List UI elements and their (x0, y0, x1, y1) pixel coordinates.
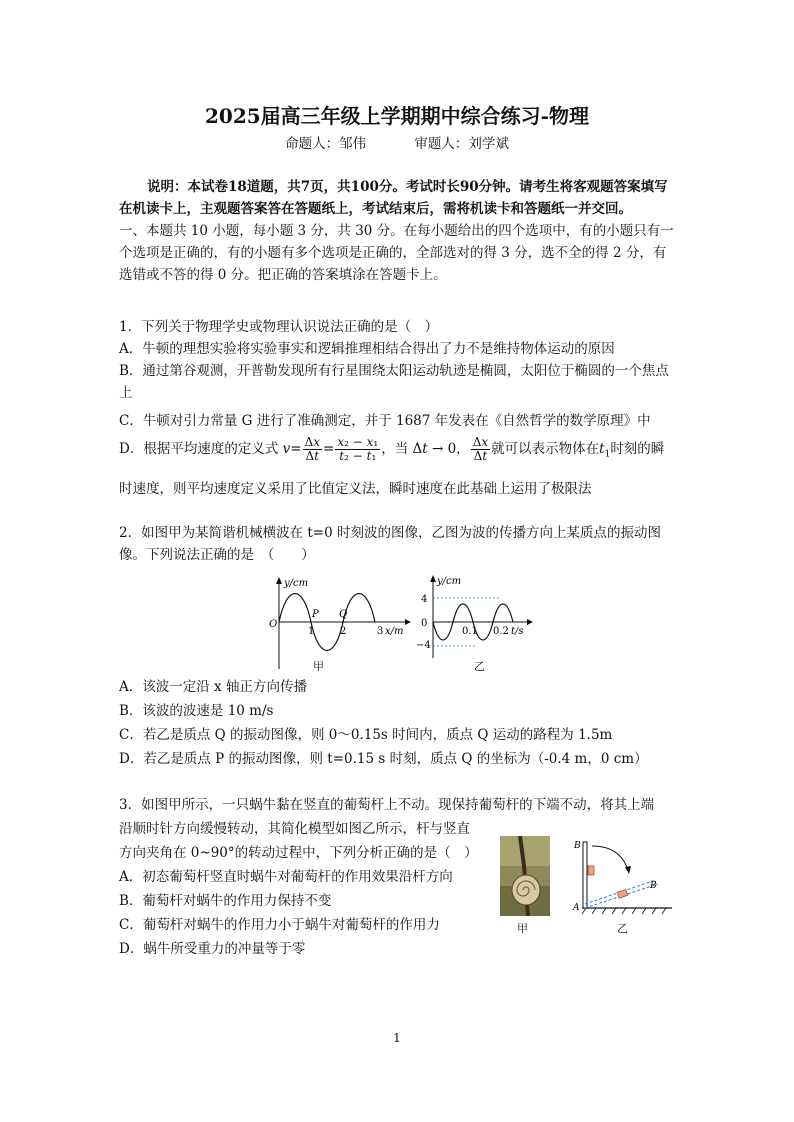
question-2-option-d: D．若乙是质点 P 的振动图像，则 t=0.15 s 时刻，质点 Q 的坐标为（-0.4 m，0 cm） (119, 751, 648, 767)
rod-label-a: A (573, 903, 580, 913)
setter-text: 命题人：邹伟 (285, 136, 367, 152)
limit-formula: Δt → 0， $\frac{\Delta x}{\Delta t}$ (412, 435, 489, 463)
snail-photo (500, 836, 550, 916)
question-3-option-d: D．蜗牛所受重力的冲量等于零 (119, 941, 306, 957)
rod-label-b-top: B (574, 841, 581, 851)
vibration-y-axis-label: y/cm (437, 576, 462, 587)
section-one-instructions: 一、本题共 10 小题，每小题 3 分，共 30 分。在每小题给出的四个选项中，有的小题只有一个选项是正确的，有的小题有多个选项是正确的，全部选对的得 3 分，选不全的得 2 分，有选错或不答的得 0 分。把正确的答案填涂在答题卡上。 (119, 223, 674, 283)
wave-tick-3: 3 (377, 626, 384, 637)
question-2-option-c: C．若乙是质点 Q 的振动图像，则 0～0.15s 时间内，质点 Q 运动的路程为 1.5m (119, 727, 613, 743)
question-1-stem: 1．下列关于物理学史或物理认识说法正确的是（ ） (119, 319, 439, 335)
page-title: 2025届高三年级上学期期中综合练习-物理 (205, 104, 589, 128)
vibration-graph-figure (415, 572, 535, 662)
option-d-post: 就可以表示物体在 (491, 441, 600, 457)
question-3-stem-line2: 沿顺时针方向缓慢转动，其简化模型如图乙所示，杆与竖直 (119, 821, 470, 837)
wave-x-axis-label: x/m (385, 626, 404, 637)
reviewer-text: 审题人：刘学斌 (414, 136, 509, 152)
question-1-option-d: D．根据平均速度的定义式 v= $\frac{\Delta x}{\Delta t}$ = $\frac{\text{x₂ − x₁}}{\text{t₂ − t₁}}$ ，当 Δt → 0， $\frac{\Delta x}{\Delta t}$ 就可以表示物体在$t_1$时刻的瞬 (119, 435, 665, 463)
figure-b-caption: 乙 (474, 660, 485, 673)
vibration-y-tick-0: 0 (421, 618, 428, 629)
option-d-prefix: D．根据平均速度的定义式 (119, 441, 279, 457)
vibration-x-axis-label: t/s (511, 626, 524, 637)
wave-point-q: Q (339, 609, 348, 620)
authors-line (0, 132, 794, 152)
vibration-x-tick-02: 0.2 (493, 626, 509, 637)
question-3-option-c: C．葡萄杆对蜗牛的作用力小于蜗牛对葡萄杆的作用力 (119, 917, 440, 933)
vibration-x-tick-01: 0.1 (462, 626, 478, 637)
wave-point-p: P (312, 609, 319, 620)
option-d-post2: 时刻的瞬 (610, 441, 665, 457)
figure-a-caption: 甲 (313, 660, 324, 673)
question-1-option-a: A．牛顿的理想实验将实验事实和逻辑推理相结合得出了力不是维持物体运动的原因 (119, 341, 615, 357)
instructions-note: 说明：本试卷18道题，共7页，共100分。考试时长90分钟。请考生将客观题答案填写在机读卡上，主观题答案答在答题纸上，考试结束后，需将机读卡和答题纸一并交回。 (119, 179, 668, 217)
wave-tick-1: 1 (308, 626, 315, 637)
wave-tick-2: 2 (340, 626, 347, 637)
rod-figure-caption: 乙 (617, 922, 628, 935)
snail-figure-caption: 甲 (517, 922, 528, 935)
question-3-option-a: A．初态葡萄杆竖直时蜗牛对葡萄杆的作用效果沿杆方向 (119, 869, 453, 885)
question-1-option-c: C．牛顿对引力常量 G 进行了准确测定，并于 1687 年发表在《自然哲学的数学原理》中 (119, 413, 651, 429)
velocity-formula: v= $\frac{\Delta x}{\Delta t}$ = $\frac{\text{x₂ − x₁}}{\text{t₂ − t₁}}$ (282, 435, 379, 463)
rod-label-b-tilted: B (650, 881, 657, 891)
vibration-y-tick-minus4: −4 (416, 640, 431, 651)
question-3-stem-line1: 3．如图甲所示，一只蜗牛黏在竖直的葡萄杆上不动。现保持葡萄杆的下端不动，将其上端 (119, 797, 655, 813)
question-2-option-b: B．该波的波速是 10 m/s (119, 703, 274, 719)
page-number: 1 (393, 1031, 401, 1045)
option-d-mid: ，当 (381, 441, 409, 457)
wave-origin-label: O (269, 619, 278, 630)
question-2-option-a: A．该波一定沿 x 轴正方向传播 (119, 679, 307, 695)
question-1-option-b: B．通过第谷观测，开普勒发现所有行星围绕太阳运动轨迹是椭圆，太阳位于椭圆的一个焦点上 (119, 363, 669, 401)
wave-graph-figure (265, 574, 415, 674)
question-1-option-d-line2: 时速度，则平均速度定义采用了比值定义法，瞬时速度在此基础上运用了极限法 (119, 481, 592, 497)
question-2-stem: 2．如图甲为某简谐机械横波在 t=0 时刻波的图像，乙图为波的传播方向上某质点的振动图像。下列说法正确的是 （ ） (119, 525, 661, 563)
question-3-stem-line3: 方向夹角在 0~90°的转动过程中，下列分析正确的是（ ） (119, 845, 478, 861)
vibration-y-tick-4: 4 (421, 594, 428, 605)
rod-model-figure (568, 836, 678, 918)
wave-y-axis-label: y/cm (284, 578, 309, 589)
question-3-option-b: B．葡萄杆对蜗牛的作用力保持不变 (119, 893, 332, 909)
